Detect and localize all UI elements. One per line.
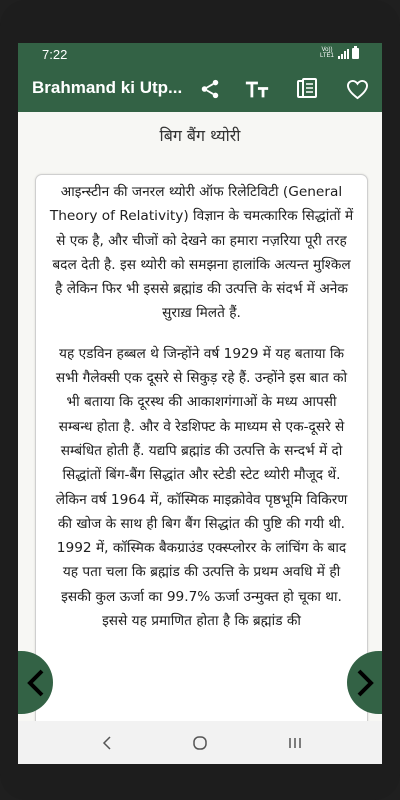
app-title: Brahmand ki Utp... bbox=[32, 78, 183, 97]
signal-icon bbox=[338, 49, 349, 59]
back-icon bbox=[101, 735, 113, 751]
copy-icon bbox=[295, 77, 319, 101]
article-paragraph-2: यह एडविन हब्बल थे जिन्होंने वर्ष 1929 में यह बताया कि सभी गैलेक्सी एक दूसरे से सिकुड़ रहे हैं. उन्होंने इस बात को भी बताया कि दूरस्थ की आकाशगंगाओं के मध्य आपसी सम्बन्ध होता है. और वे रेडशिफ्ट के माध्यम से एक-दूसरे से सम्बंधित होती हैं. यद्यपि ब्रह्मांड की उत्पत्ति के सन्दर्भ में दो सिद्धांतों बिंग-बैंग सिद्धांत और स्टेडी स्टेट थ्योरी मौजूद थें. लेकिन वर्ष 1964 में, कॉस्मिक माइक्रोवेव पृष्ठभूमि विकिरण की खोज के साथ ही बिग बैंग सिद्धांत की पुष्टि की गयी थी. 1992 में, कॉस्मिक बैकग्राउंड एक्स्प्लोरर के लांचिंग के बाद यह पता चला कि ब्रह्मांड की उत्पत्ति के प्रथम अवधि में ही इसकी कुल ऊर्जा का 99.7% ऊर्जा उन्मुक्त हो चूका था. इससे यह प्रमाणित होता है कि ब्रह्मांड की bbox=[55, 345, 348, 630]
chevron-right-icon bbox=[353, 667, 377, 699]
share-icon bbox=[199, 78, 221, 100]
chapter-title: बिग बैंग थ्योरी bbox=[159, 126, 241, 145]
app-screen bbox=[18, 43, 382, 764]
network-indicator bbox=[320, 47, 334, 59]
status-time: 7:22 bbox=[42, 47, 68, 62]
article-paragraph-1: आइन्स्टीन की जनरल थ्योरी ऑफ रिलेटिविटी (General Theory of Relativity) विज्ञान के चमत्कारिक सिद्धांतों में से एक है, और चीजों को देखने का हमारा नज़रिया पूरी तरह बदल देती है. इस थ्योरी को समझना हालांकि अत्यन्त मुश्किल है लेकिन फिर भी इससे ब्रह्मांड की उत्पत्ति के संदर्भ में अनेक सुराख़ मिलते हैं. bbox=[49, 184, 354, 322]
text-size-button[interactable] bbox=[244, 76, 270, 102]
back-button[interactable] bbox=[95, 731, 119, 755]
network-volte: Vo)) bbox=[321, 47, 333, 53]
copy-button[interactable] bbox=[294, 76, 320, 102]
share-button[interactable] bbox=[197, 76, 223, 102]
app-bar bbox=[18, 65, 382, 112]
article-text bbox=[36, 175, 367, 633]
favorite-button[interactable] bbox=[344, 76, 370, 102]
chevron-left-icon bbox=[24, 667, 48, 699]
text-size-icon bbox=[244, 77, 270, 101]
battery-icon bbox=[352, 48, 359, 59]
favorite-icon bbox=[346, 79, 369, 100]
status-bar bbox=[18, 43, 382, 65]
system-navigation-bar bbox=[18, 721, 382, 764]
network-lte: LTE1 bbox=[320, 53, 334, 59]
recent-apps-button[interactable] bbox=[283, 731, 307, 755]
content-area bbox=[18, 112, 382, 721]
recent-apps-icon bbox=[287, 735, 303, 751]
article-card[interactable] bbox=[35, 174, 368, 734]
home-icon bbox=[192, 735, 208, 751]
home-button[interactable] bbox=[188, 731, 212, 755]
